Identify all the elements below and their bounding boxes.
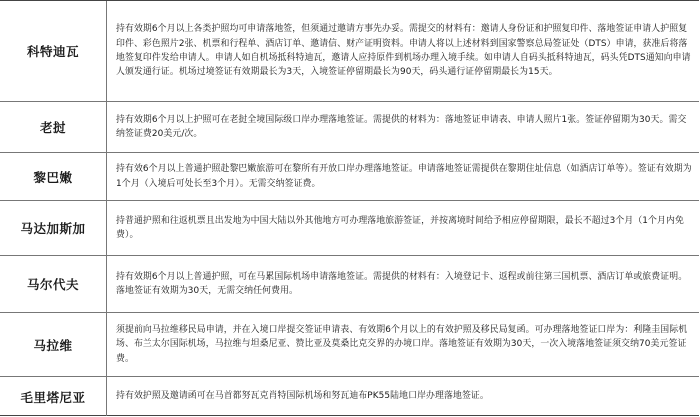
table-row-malawi (0, 313, 699, 377)
country-name: 马达加斯加 (0, 201, 107, 255)
table-row-ivory-coast (0, 1, 699, 102)
visa-description: 持有效期6个月以上护照可在老挝全境国际级口岸办理落地签证。需提供的材料为：落地签证申请表、申请人照片1张。签证停留期为30天。需交纳签证费20美元/次。 (116, 114, 687, 139)
country-name: 马尔代夫 (0, 256, 107, 312)
visa-description: 持有效期6个月以上普通护照，可在马累国际机场申请落地签证。需提供的材料有：入境登记卡、返程或前往第三国机票、酒店订单或旅费证明。落地签证有效期为30天，无需交纳任何费用。 (116, 271, 688, 296)
visa-description: 持有效6个月以上普通护照赴黎巴嫩旅游可在黎所有开放口岸办理落地签证。申请落地签证需提供在黎期住址信息（如酒店订单等）。签证有效期为1个月（入境后可处长至3个月）。无需交纳签证费。 (116, 164, 692, 189)
table-row-madagascar (0, 201, 699, 256)
table-row-maldives (0, 256, 699, 313)
visa-description: 持有效护照及邀请函可在马首都努瓦克肖特国际机场和努瓦迪布PK55陆地口岸办理落地签证。 (116, 391, 489, 402)
visa-description: 持普通护照和往返机票且出发地为中国大陆以外其他地方可办理落地旅游签证，并按离境时间给予相应停留期限，最长不超过3个月（1个月内免费）。 (116, 215, 684, 240)
table-row-laos (0, 102, 699, 153)
country-name: 老挝 (0, 102, 107, 152)
table-row-lebanon (0, 153, 699, 201)
table-row-mauritania (0, 377, 699, 416)
country-name: 毛里塔尼亚 (0, 377, 107, 416)
visa-description: 须提前向马拉维移民局申请，并在入境口岸提交签证申请表、有效期6个月以上的有效护照及移民局复函。可办理落地签证口岸为：利隆圭国际机场、布兰太尔国际机场，马拉维与坦桑尼亚、赞比亚及莫桑比克交界的办境口岸。落地签证有效期为30天，一次入境落地签证须交纳70美元签证费。 (116, 325, 688, 364)
country-name: 马拉维 (0, 313, 107, 376)
country-name: 科特迪瓦 (0, 1, 107, 101)
visa-description: 持有效期6个月以上各类护照均可申请落地签，但须通过邀请方事先办妥。需提交的材料有：邀请人身份证和护照复印件、落地签证申请人护照复印件、彩色照片2张、机票和行程单、酒店订单、邀请信、财产证明资料。申请人将以上述材料到国家警察总局签证处（DTS）申请，获准后将落地签复印件发给申请人。申请人如自机场抵科特迪瓦，邀请人应持原件到机场办理入境手续。如申请人自码头抵科特迪瓦，码头凭DTS通知向申请人颁发通行证。机场过境签证有效期最长为3天，入境签证停留期最长为90天，码头通行证停留期最长为15天。 (116, 24, 691, 78)
country-name: 黎巴嫩 (0, 153, 107, 200)
